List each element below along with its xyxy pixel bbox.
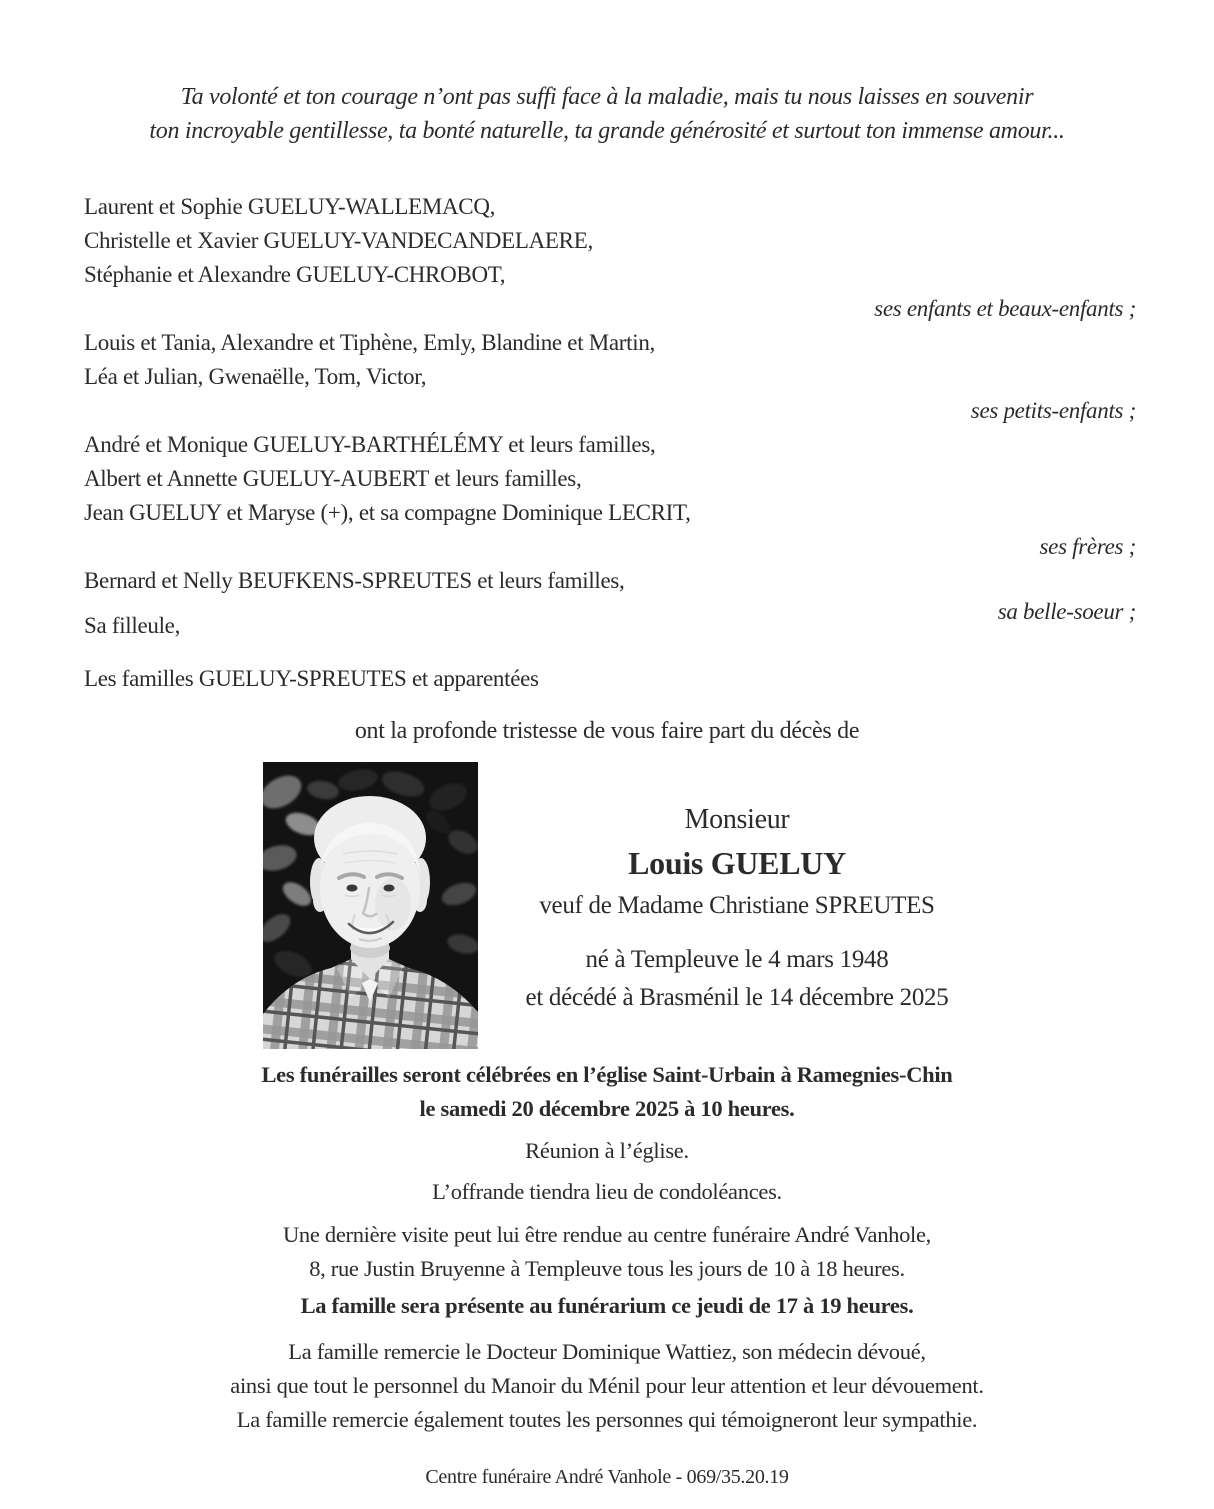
family-line: Léa et Julian, Gwenaëlle, Tom, Victor,	[84, 364, 427, 389]
thanks-line-2: ainsi que tout le personnel du Manoir du Ménil pour leur attention et leur dévouement.	[230, 1373, 984, 1398]
epigraph-line-2: ton incroyable gentillesse, ta bonté naturelle, ta grande générosité et surtout ton immense amour...	[149, 118, 1065, 144]
epigraph	[0, 80, 1214, 148]
funeral-home-footer: Centre funéraire André Vanhole - 069/35.20.19	[425, 1466, 789, 1488]
family-line: Louis et Tania, Alexandre et Tiphène, Emly, Blandine et Martin,	[84, 330, 655, 355]
deceased-death-line: et décédé à Brasménil le 14 décembre 2025	[525, 984, 949, 1011]
relation-label-children: ses enfants et beaux-enfants ;	[874, 296, 1136, 321]
deceased-title: Monsieur	[684, 804, 790, 835]
announcement-intro: ont la profonde tristesse de vous faire part du décès de	[354, 718, 860, 744]
offering-line: L’offrande tiendra lieu de condoléances.	[432, 1179, 782, 1204]
thanks-line-1: La famille remercie le Docteur Dominique Wattiez, son médecin dévoué,	[288, 1339, 926, 1364]
epigraph-line-1: Ta volonté et ton courage n’ont pas suffi face à la maladie, mais tu nous laisses en souvenir	[180, 84, 1034, 110]
family-line-goddaughter: Sa filleule,	[84, 613, 181, 638]
visit-line-1: Une dernière visite peut lui être rendue au centre funéraire André Vanhole,	[282, 1222, 932, 1247]
ceremony-details	[0, 1058, 1214, 1437]
relation-label-sister-in-law: sa belle-soeur ;	[997, 599, 1136, 624]
family-list	[84, 190, 1136, 696]
family-line: Bernard et Nelly BEUFKENS-SPREUTES et leurs familles,	[84, 568, 625, 593]
family-row	[84, 598, 1136, 642]
funeral-service-line-1: Les funérailles seront célébrées en l’église Saint-Urbain à Ramegnies-Chin	[261, 1062, 953, 1087]
deceased-name: Louis GUELUY	[628, 845, 846, 881]
relation-label-grandchildren: ses petits-enfants ;	[970, 398, 1136, 423]
family-line: André et Monique GUELUY-BARTHÉLÉMY et leurs familles,	[84, 432, 656, 457]
deceased-widower-line: veuf de Madame Christiane SPREUTES	[539, 892, 935, 919]
family-line-families: Les familles GUELUY-SPREUTES et apparentées	[84, 666, 539, 691]
visit-line-2: 8, rue Justin Bruyenne à Templeuve tous les jours de 10 à 18 heures.	[309, 1256, 905, 1281]
thanks-line-3: La famille remercie également toutes les personnes qui témoigneront leur sympathie.	[236, 1407, 978, 1432]
funeral-service-line-2: le samedi 20 décembre 2025 à 10 heures.	[419, 1096, 795, 1121]
family-presence-line: La famille sera présente au funérarium ce jeudi de 17 à 19 heures.	[300, 1293, 914, 1318]
family-line: Stéphanie et Alexandre GUELUY-CHROBOT,	[84, 262, 506, 287]
deceased-birth-line: né à Templeuve le 4 mars 1948	[585, 946, 889, 973]
meeting-line: Réunion à l’église.	[525, 1138, 689, 1163]
family-line: Albert et Annette GUELUY-AUBERT et leurs familles,	[84, 466, 582, 491]
relation-label-brothers: ses frères ;	[1039, 534, 1136, 559]
deceased-block	[260, 800, 1214, 1016]
family-line: Christelle et Xavier GUELUY-VANDECANDELAERE,	[84, 228, 593, 253]
family-line: Laurent et Sophie GUELUY-WALLEMACQ,	[84, 194, 496, 219]
family-line: Jean GUELUY et Maryse (+), et sa compagne Dominique LECRIT,	[84, 500, 691, 525]
